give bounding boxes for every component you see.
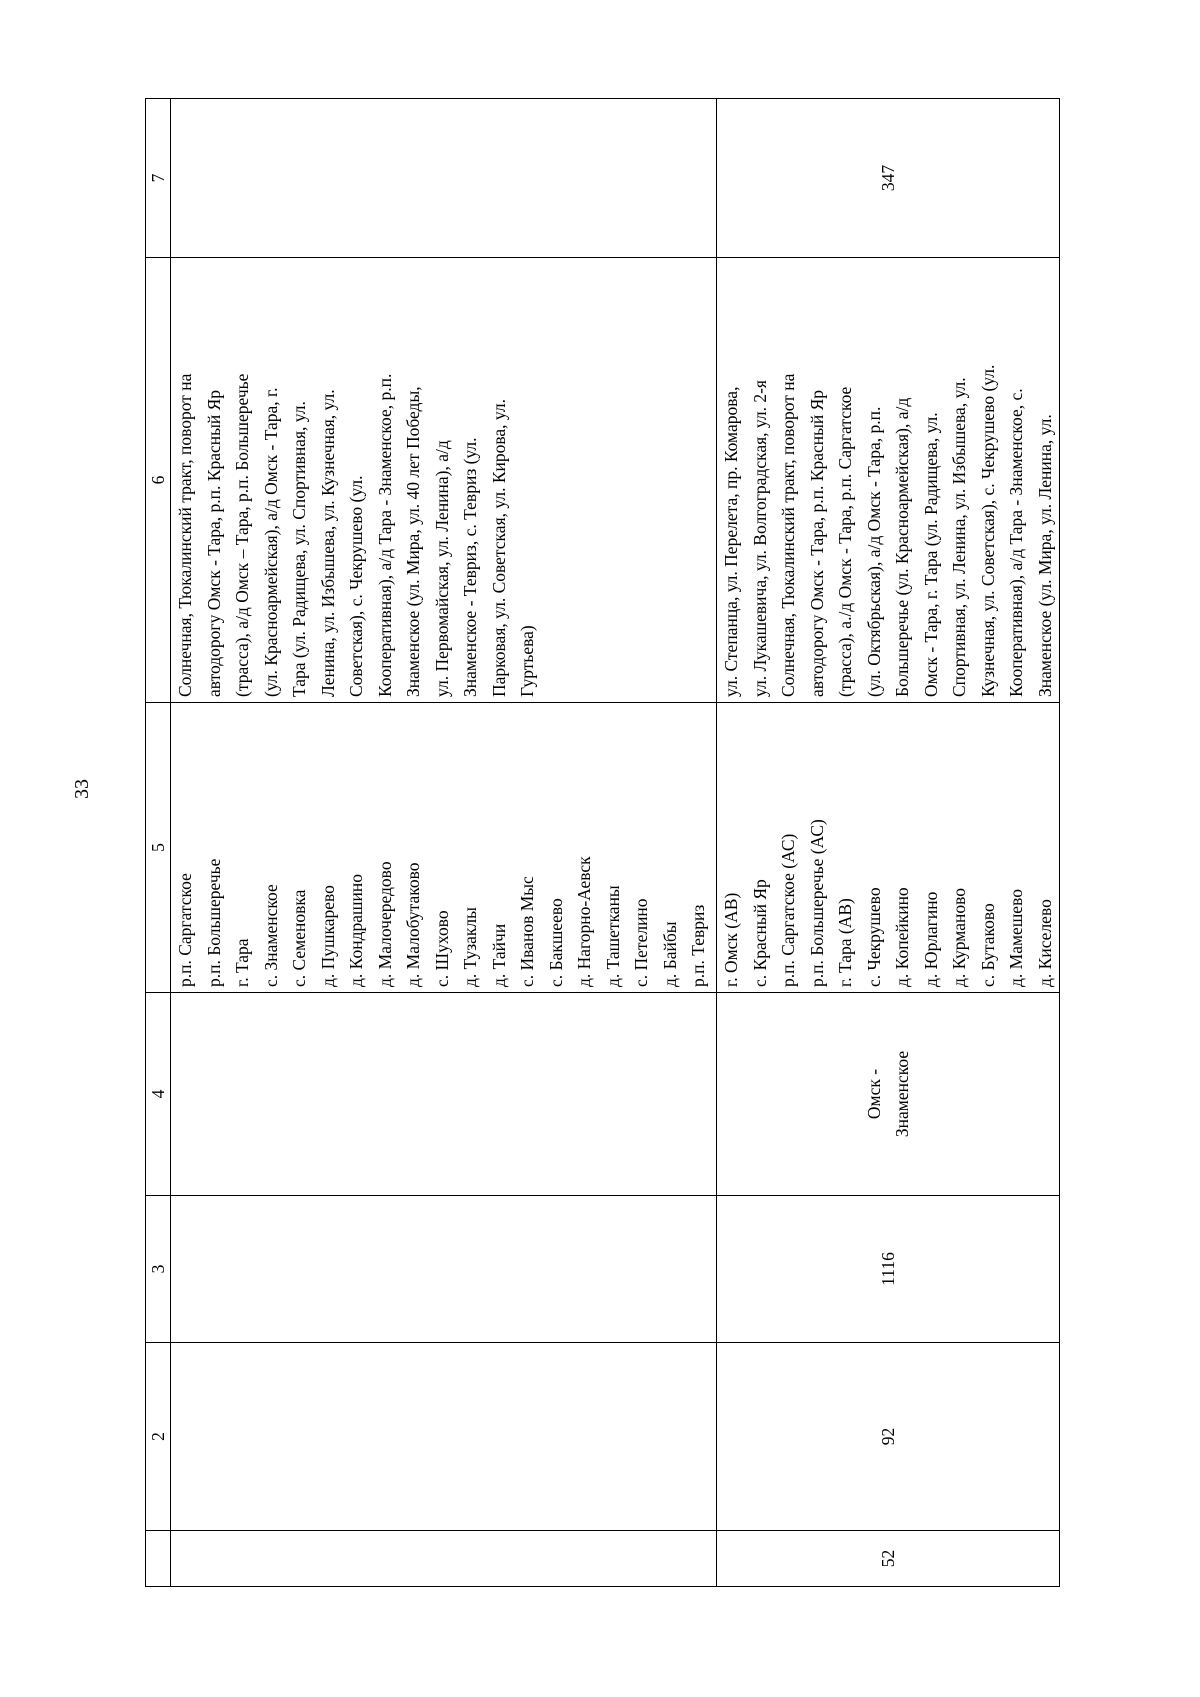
street-line: Солнечная, Тюкалинский тракт, поворот на [175,373,195,697]
streets-text-b [717,258,1060,703]
streets-text-a [171,258,717,703]
header-row [146,99,171,1587]
table-row [171,99,717,1587]
stop-item: р.п. Саргатское [175,873,195,987]
route-registry-number: 1116 [717,1196,1060,1343]
header-cell-3: 3 [146,1196,171,1343]
stop-item: г. Тара (АВ) [835,898,855,987]
header-cell-5: 5 [146,703,171,993]
row-a-cell-3 [171,1196,717,1343]
street-line: ул. Первомайская, ул. Ленина), а/д [431,440,452,697]
street-line: Гуртьева) [517,625,537,697]
stop-item: р.п. Большеречье (АС) [806,819,827,987]
stop-item: с. Чекрушево [863,887,884,987]
row-a-cell-1 [171,1531,717,1587]
stop-item: д. Кондрашино [346,874,366,987]
row-a-cell-4 [171,993,717,1196]
header-cell-7: 7 [146,99,171,258]
header-cell-4: 4 [146,993,171,1196]
stop-item: д. Копейкино [892,887,912,987]
street-line: Парковая, ул. Советская, ул. Кирова, ул. [488,398,509,697]
street-line: Знаменское (ул. Мира, ул. 40 лет Победы, [403,386,423,697]
street-line: (трасса), а./д Омск - Тара, р.п. Саргатское [835,386,855,697]
stop-item: д. Тузаклы [460,907,480,987]
row-a-cell-2 [171,1343,717,1531]
stop-item: д. Пушкарево [317,885,338,987]
stops-list-b [717,703,1060,993]
street-line: Тара (ул. Радищева, ул. Спортивная, ул. [289,401,309,697]
route-table [145,98,1060,1587]
route-table-rotator [145,99,1055,1587]
stop-item: д. Малобутаково [403,862,423,987]
street-line: ул. Степанца, ул. Перелета, пр. Комарова, [721,386,741,697]
stop-item: с. Семеновка [289,889,309,987]
street-line: Советская), с. Чекрушево (ул. [346,475,366,697]
stop-item: с. Петелино [631,898,651,987]
stop-item: д. Мамешево [1006,889,1026,987]
stop-item: д. Юрлагино [920,891,941,987]
stop-item: д. Нагорно-Аевск [574,856,594,987]
stops-list-a [171,703,717,993]
street-line: (трасса), а/д Омск – Тара, р.п. Большеречье [232,373,252,697]
street-line: Ленина, ул. Избышева, ул. Кузнечная, ул. [317,389,338,697]
header-cell-2: 2 [146,1343,171,1531]
route-name-line: Знаменское [892,1050,912,1138]
header-cell-6: 6 [146,258,171,703]
stop-item: д. Киселево [1034,899,1055,987]
stop-item: д. Байбы [659,921,680,987]
header-cell-1 [146,1531,171,1587]
stop-item: с. Бутаково [977,903,998,987]
stop-item: г. Омск (АВ) [721,892,741,987]
street-line: Кооперативная), а/д Тара - Знаменское, р.п. [374,373,395,697]
street-line: Кузнечная, ул. Советская), с. Чекрушево (ул. [977,364,998,697]
stop-item: с. Бакшеево [545,898,566,987]
street-line: автодорогу Омск - Тара, р.п. Красный Яр [203,389,224,697]
street-line: Спортивная, ул. Ленина, ул. Избышева, ул. [949,377,969,697]
street-line: автодорогу Омск - Тара, р.п. Красный Яр [806,389,827,697]
stop-item: р.п. Саргатское (АС) [778,833,798,987]
stop-item: д. Ташетканы [602,885,623,987]
stop-item: р.п. Тевриз [688,904,708,987]
stop-item: с. Знаменское [260,884,281,987]
route-length: 347 [717,99,1060,258]
stop-item: с. Иванов Мыс [517,876,537,987]
street-line: (ул. Красноармейская), а/д Омск - Тара, г. [260,387,281,697]
street-line: ул. Лукашевича, ул. Волгоградская, ул. 2-я [749,380,770,697]
stop-item: г. Тара [232,938,252,987]
stop-item: д. Тайчи [488,923,509,987]
table-row [717,99,1060,1587]
street-line: Знаменское (ул. Мира, ул. Ленина, ул. [1034,414,1055,697]
route-name [717,993,1060,1196]
street-line: Солнечная, Тюкалинский тракт, поворот на [778,373,798,697]
stop-item: с. Шухово [431,910,452,987]
stop-item: д. Малочередово [374,861,395,987]
street-line: Кооперативная), а/д Тара - Знаменское, с. [1006,388,1026,697]
stop-item: с. Красный Яр [749,879,770,987]
street-line: (ул. Октябрьская), а/д Омск - Тара, р.п. [863,406,884,697]
route-number: 52 [717,1531,1060,1587]
route-code: 92 [717,1343,1060,1531]
page-number: 33 [71,779,93,799]
route-name-line: Омск - [863,1068,884,1120]
row-a-cell-7 [171,99,717,258]
street-line: Омск - Тара, г. Тара (ул. Радищева, ул. [920,412,941,697]
stop-item: д. Курманово [949,888,969,987]
stop-item: р.п. Большеречье [203,858,224,987]
street-line: Знаменское - Тевриз, с. Тевриз (ул. [460,437,480,697]
street-line: Большеречье (ул. Красноармейская), а/д [892,397,912,697]
